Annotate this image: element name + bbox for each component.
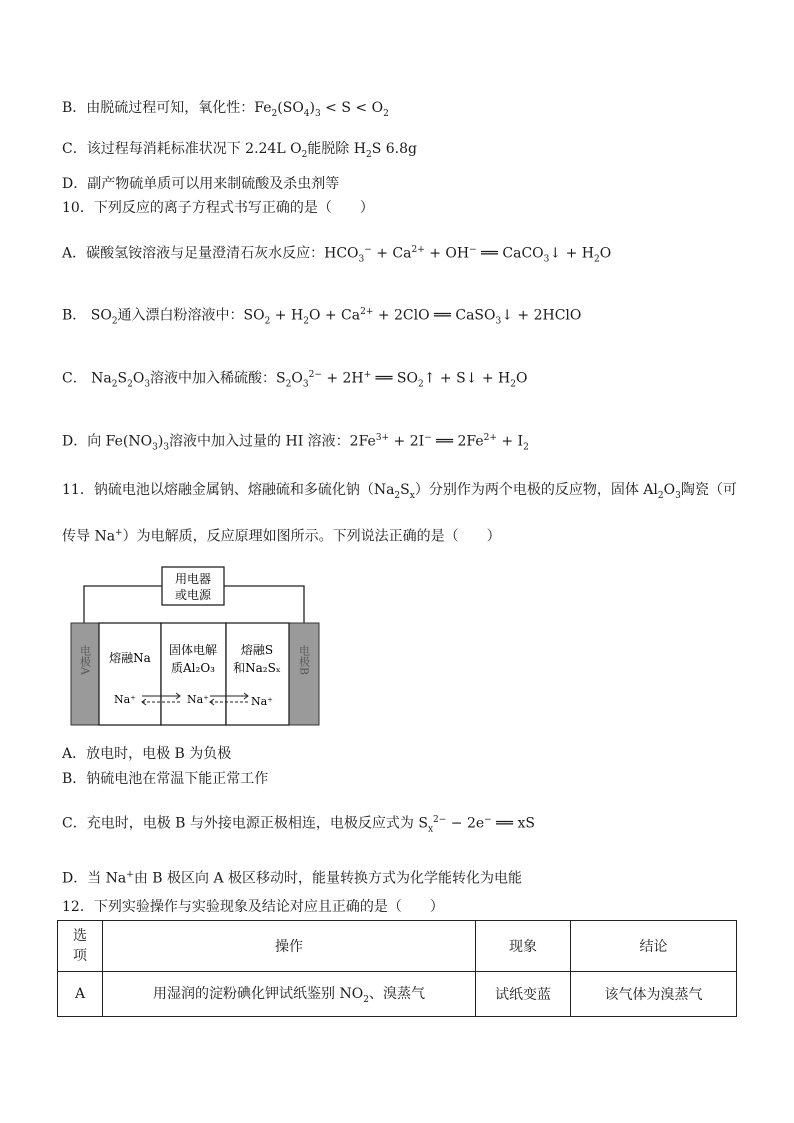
ion-label-3: Na⁺ xyxy=(251,695,273,708)
header-option: 选项 xyxy=(58,921,103,972)
table-header-row xyxy=(58,921,737,972)
q10-option-d: D．向 $Fe(NO_3)_3$溶液中加入过量的 HI 溶液：$2Fe^{3+} + 2I^-$ ══ $2Fe^{2+} + I_2$ xyxy=(62,433,529,453)
q12-table xyxy=(57,920,737,1017)
device-label-line2: 或电源 xyxy=(174,588,212,602)
table-row xyxy=(58,972,737,1017)
q10-option-c: C． $Na_2S_2O_3$溶液中加入稀硫酸：$S_2O_3^{2-} + 2H^+$ ══ $SO_2↑$ + S↓ + $H_2O$ xyxy=(62,370,528,390)
ion-label-2: Na⁺ xyxy=(187,693,209,706)
cell2-label-line2: 质Al₂O₃ xyxy=(171,661,215,675)
q10-option-b: B． $SO_2$通入漂白粉溶液中：$SO_2 + H_2O + Ca^{2+} + 2ClO$ ══ CaSO$_3$↓ + 2HClO xyxy=(62,307,582,327)
cell-molten-na xyxy=(99,623,161,725)
cell3-label-line1: 熔融S xyxy=(240,643,274,657)
q10-option-a: A．碳酸氢铵溶液与足量澄清石灰水反应：$HCO_3^- + Ca^{2+} + OH^-$ ══ CaCO$_3$↓ + $H_2O$ xyxy=(62,245,612,265)
q9-option-b: B．由脱硫过程可知，氧化性：$Fe_2(SO_4)_3 < S < O_2$ xyxy=(62,100,389,119)
q11-stem-line1: 11．钠硫电池以熔融金属钠、熔融硫和多硫化钠$(Na_2S_x)$分别作为两个电极的反应物，固体 $Al_2O_3$陶瓷（可 xyxy=(62,482,737,501)
electrode-b-label: 电极B xyxy=(297,644,311,676)
cell1-label: 熔融Na xyxy=(109,651,151,665)
header-conclusion: 结论 xyxy=(571,921,737,972)
q11-option-a: A．放电时，电极 B 为负极 xyxy=(62,746,232,762)
q12-stem: 12．下列实验操作与实验现象及结论对应且正确的是（ ） xyxy=(62,899,444,915)
cell3-label-line2: 和Na₂Sₓ xyxy=(233,661,281,675)
q11-option-b: B．钠硫电池在常温下能正常工作 xyxy=(62,771,269,787)
cell2-label-line1: 固体电解 xyxy=(168,643,218,657)
cell-option: A xyxy=(58,972,103,1017)
cell-conclusion: 该气体为溴蒸气 xyxy=(571,972,737,1017)
electrode-a-label: 电极A xyxy=(78,645,92,675)
q11-option-d: D．当 Na+由 B 极区向 A 极区移动时，能量转换方式为化学能转化为电能 xyxy=(62,870,523,887)
device-label-line1: 用电器 xyxy=(174,572,212,586)
header-phenomenon: 现象 xyxy=(476,921,571,972)
q11-stem-line2: 传导 Na+）为电解质，反应原理如图所示。下列说法正确的是（ ） xyxy=(62,528,501,545)
q9-option-c: C．该过程每消耗标准状况下 2.24L $O_2$能脱除 $H_2S$ 6.8g xyxy=(62,141,417,160)
cell-phenomenon: 试纸变蓝 xyxy=(476,972,571,1017)
q11-option-c: C．充电时，电极 B 与外接电源正极相连，电极反应式为 $S_x^{2-} - 2e^-$ ══ xS xyxy=(62,815,535,835)
ion-label-1: Na⁺ xyxy=(114,693,136,706)
wire-left xyxy=(84,586,162,623)
cell-operation: 用湿润的淀粉碘化钾试纸鉴别 $NO_2$、溴蒸气 xyxy=(103,972,476,1017)
header-operation: 操作 xyxy=(103,921,476,972)
sodium-sulfur-battery-diagram xyxy=(70,565,320,735)
q10-stem: 10．下列反应的离子方程式书写正确的是（ ） xyxy=(62,200,374,216)
q9-option-d: D．副产物硫单质可以用来制硫酸及杀虫剂等 xyxy=(62,176,340,192)
wire-right xyxy=(224,586,304,623)
